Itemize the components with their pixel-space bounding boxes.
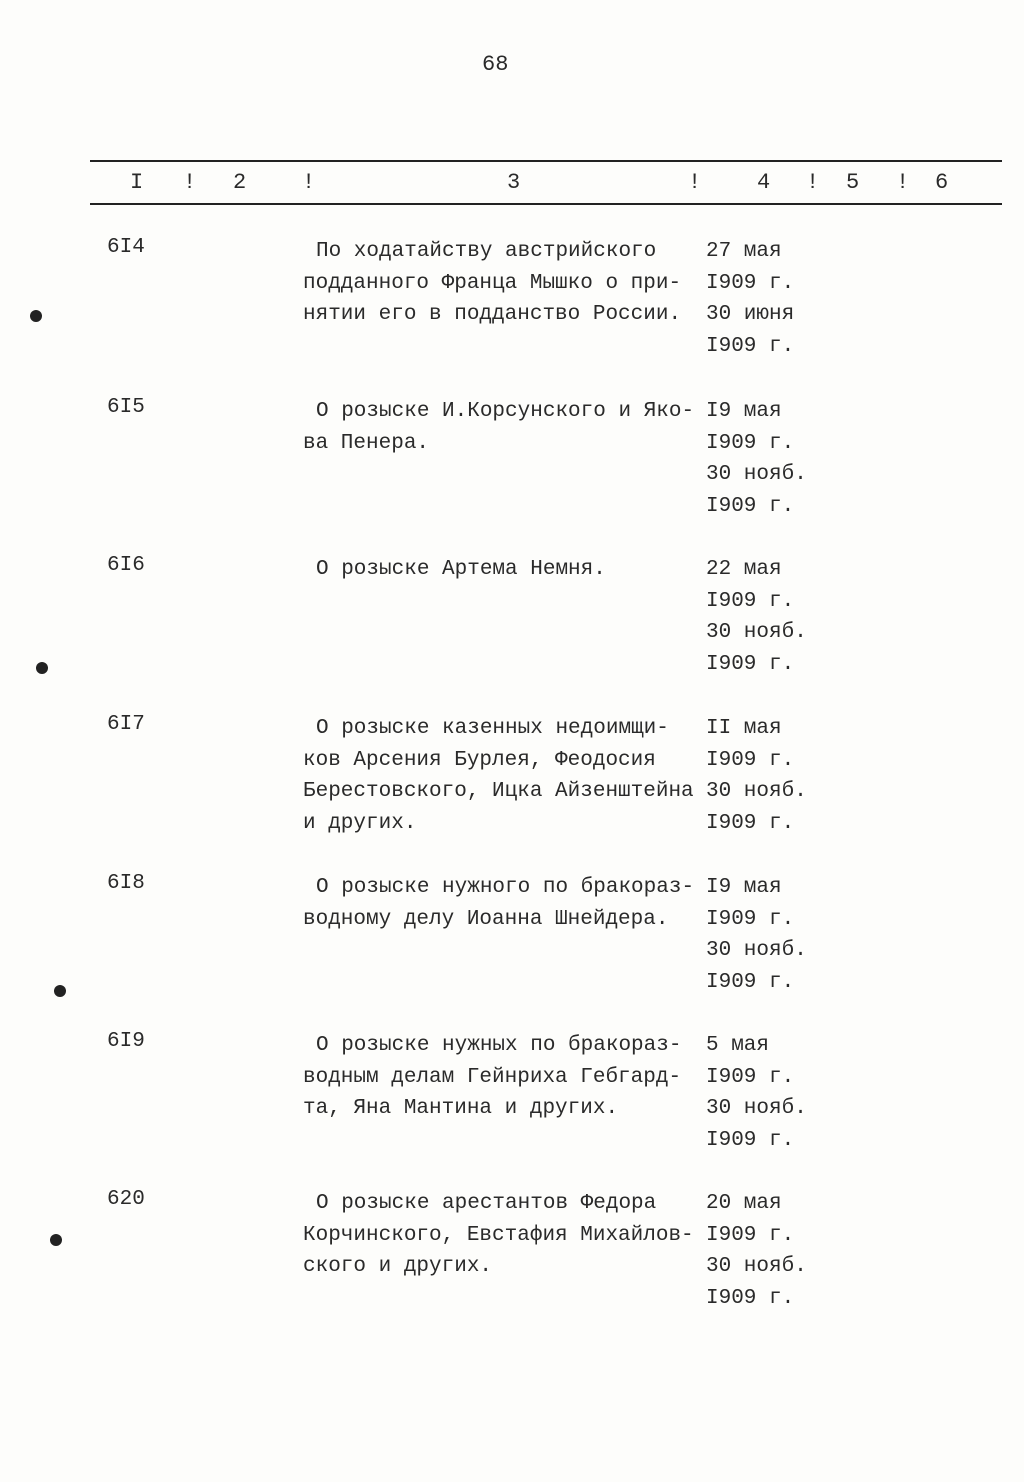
list-item <box>0 396 1024 546</box>
list-item <box>0 554 1024 704</box>
date-line: 30 нояб. <box>706 1255 807 1279</box>
entry-dates <box>706 1030 807 1156</box>
description-line: ков Арсения Бурлея, Феодосия <box>303 748 656 772</box>
header-rule-top <box>90 160 1002 162</box>
description-line: подданного Франца Мышко о при- <box>303 271 682 295</box>
entry-description <box>303 554 606 586</box>
date-line: I909 г. <box>706 494 795 518</box>
entry-dates <box>706 554 807 680</box>
date-line: 30 нояб. <box>706 1097 807 1121</box>
header-separator: ! <box>896 170 910 195</box>
header-col-2: 2 <box>233 170 247 195</box>
description-line: О розыске нужных по бракораз- <box>316 1034 682 1057</box>
header-col-3: 3 <box>507 170 521 195</box>
header-col-5: 5 <box>846 170 860 195</box>
date-line: 5 мая <box>706 1034 770 1057</box>
description-line: Берестовского, Ицка Айзенштейна <box>303 780 694 804</box>
description-line: О розыске нужного по бракораз- <box>316 876 695 899</box>
description-line: нятии его в подданство России. <box>303 303 682 327</box>
binding-hole-mark <box>54 985 66 997</box>
date-line: 30 нояб. <box>706 463 807 487</box>
entry-dates <box>706 872 807 998</box>
list-item <box>0 872 1024 1022</box>
entry-description <box>303 396 694 459</box>
date-line: I909 г. <box>706 652 795 676</box>
entry-number: 6I6 <box>107 554 145 577</box>
description-line: ского и других. <box>303 1255 493 1279</box>
entry-number: 6I5 <box>107 396 145 419</box>
entry-description <box>303 872 694 935</box>
entry-number: 620 <box>107 1188 145 1211</box>
header-rule-bottom <box>90 203 1002 205</box>
date-line: I9 мая <box>706 400 782 423</box>
header-col-6: 6 <box>935 170 949 195</box>
entry-dates <box>706 396 807 522</box>
date-line: I909 г. <box>706 1128 795 1152</box>
date-line: 30 нояб. <box>706 621 807 645</box>
page-number: 68 <box>482 52 509 77</box>
date-line: 30 нояб. <box>706 939 807 963</box>
entry-number: 6I4 <box>107 236 145 259</box>
description-line: О розыске Артема Немня. <box>316 558 606 581</box>
date-line: I909 г. <box>706 811 795 835</box>
description-line: Корчинского, Евстафия Михайлов- <box>303 1223 694 1247</box>
date-line: I9 мая <box>706 876 782 899</box>
list-item <box>0 713 1024 863</box>
date-line: I909 г. <box>706 907 795 931</box>
date-line: I909 г. <box>706 431 795 455</box>
date-line: 22 мая <box>706 558 782 581</box>
description-line: О розыске И.Корсунского и Яко- <box>316 400 695 423</box>
date-line: I909 г. <box>706 748 795 772</box>
entry-dates <box>706 713 807 839</box>
list-item <box>0 1030 1024 1180</box>
entry-description <box>303 236 681 331</box>
date-line: 20 мая <box>706 1192 782 1215</box>
entry-dates <box>706 236 794 362</box>
entry-description <box>303 1030 681 1125</box>
entry-description <box>303 1188 694 1283</box>
date-line: I909 г. <box>706 1286 795 1310</box>
date-line: 30 нояб. <box>706 780 807 804</box>
date-line: I909 г. <box>706 1223 795 1247</box>
header-separator: ! <box>688 170 702 195</box>
date-line: I909 г. <box>706 970 795 994</box>
description-line: О розыске арестантов Федора <box>316 1192 657 1215</box>
entry-number: 6I7 <box>107 713 145 736</box>
entry-number: 6I9 <box>107 1030 145 1053</box>
entry-description <box>303 713 694 839</box>
description-line: водному делу Иоанна Шнейдера. <box>303 907 669 931</box>
header-separator: ! <box>302 170 316 195</box>
description-line: водным делам Гейнриха Гебгард- <box>303 1065 682 1089</box>
description-line: та, Яна Мантина и других. <box>303 1097 619 1121</box>
date-line: I909 г. <box>706 1065 795 1089</box>
entry-dates <box>706 1188 807 1314</box>
list-item <box>0 1188 1024 1338</box>
description-line: О розыске казенных недоимщи- <box>316 717 669 740</box>
date-line: I909 г. <box>706 589 795 613</box>
description-line: По ходатайству австрийского <box>316 240 657 263</box>
date-line: I909 г. <box>706 334 795 358</box>
entry-number: 6I8 <box>107 872 145 895</box>
header-separator: ! <box>806 170 820 195</box>
binding-hole-mark <box>50 1234 62 1246</box>
date-line: 27 мая <box>706 240 782 263</box>
binding-hole-mark <box>36 662 48 674</box>
binding-hole-mark <box>30 310 42 322</box>
date-line: 30 июня <box>706 303 795 327</box>
header-col-1: I <box>130 170 144 195</box>
description-line: ва Пенера. <box>303 431 430 455</box>
description-line: и других. <box>303 811 417 835</box>
date-line: II мая <box>706 717 782 740</box>
list-item <box>0 236 1024 386</box>
header-separator: ! <box>183 170 197 195</box>
date-line: I909 г. <box>706 271 795 295</box>
header-col-4: 4 <box>757 170 771 195</box>
